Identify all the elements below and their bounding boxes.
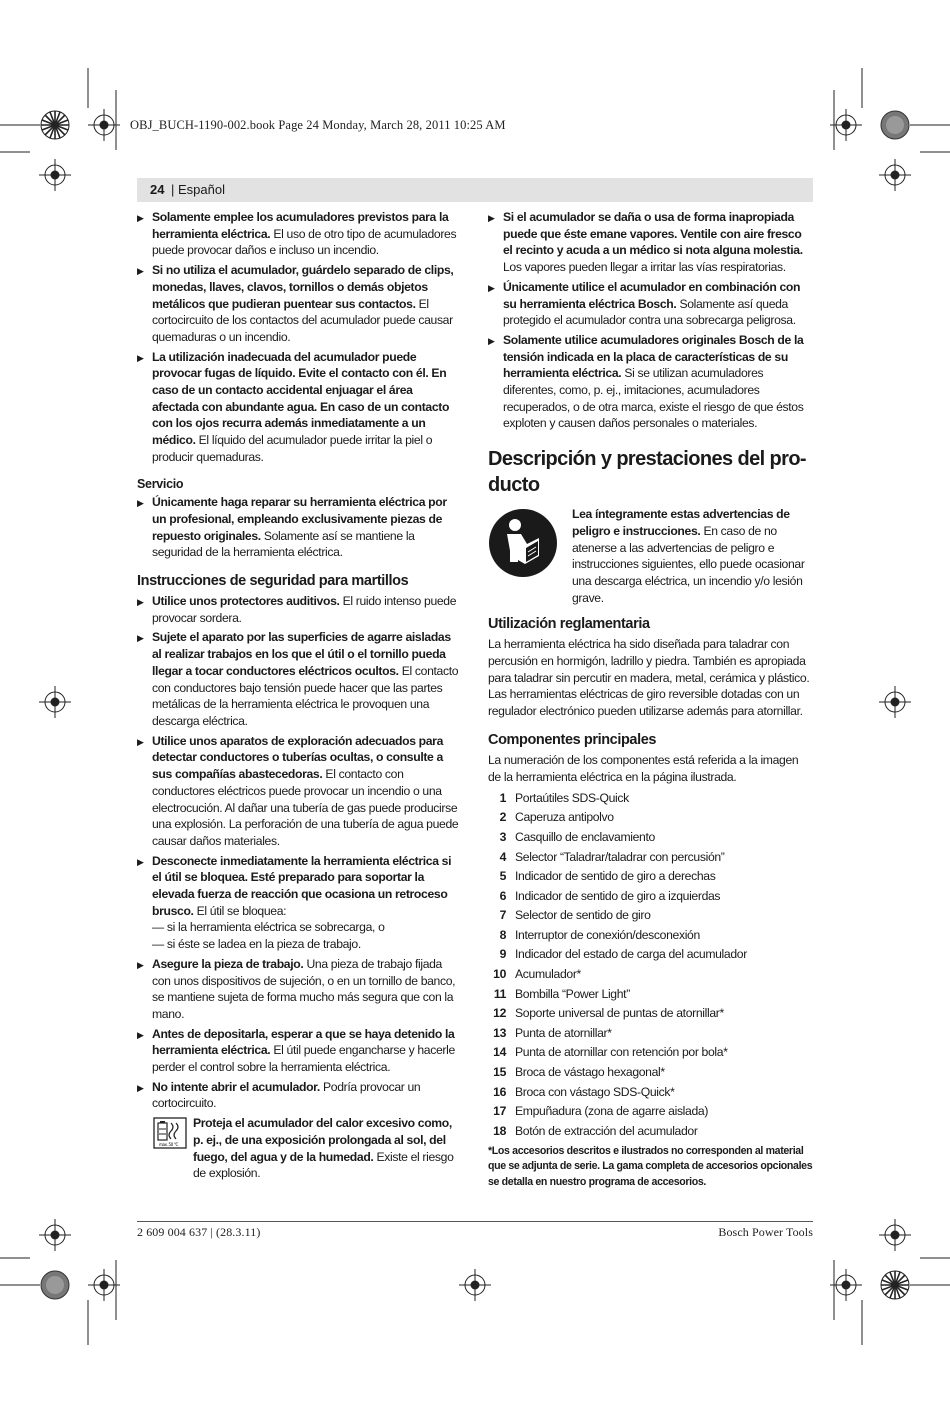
- bullet-item: ▶ Solamente utilice acumuladores originales Bosch de la tensión indicada en la placa de características de su herramienta eléctrica. Si se utilizan acumuladores diferentes, como, p. ej., imitaciones, acumuladores recuperados, o de otra marca, existe el riesgo de que éstos exploten y causen daños personales o materiales.: [488, 332, 804, 431]
- arrow-icon: ▶: [488, 213, 495, 223]
- component-item: [488, 906, 813, 926]
- component-number: 16: [493, 1084, 506, 1099]
- arrow-icon: ▶: [137, 498, 144, 509]
- component-label: Empuñadura (zona de agarre aislada): [515, 1104, 709, 1119]
- component-item: [488, 984, 813, 1004]
- component-item: [488, 867, 813, 887]
- component-number: 11: [493, 986, 506, 1001]
- arrow-icon: ▶: [137, 959, 144, 970]
- bullet-item: ▶ Si el acumulador se daña o usa de forma inapropiada puede que éste emane vapores. Ventile con aire fresco el recinto y acuda a un médico si nota alguna molestia. Los vapores pueden llegar a irritar las vías respiratorias.: [488, 210, 803, 275]
- component-number: 18: [493, 1123, 506, 1138]
- arrow-icon: ▶: [137, 856, 144, 867]
- arrow-icon: ▶: [488, 282, 495, 293]
- component-label: Selector “Taladrar/taladrar con percusión”: [515, 849, 725, 864]
- bullet-item: ▶ Sujete el aparato por las superficies de agarre aisladas al realizar trabajos en los que el útil o el tornillo pueda llegar a tocar conductores eléctricos ocultos. El contacto con conductores bajo tensión puede hacer que las partes metálicas de la herramienta eléctrica le provoquen una descarga eléctrica.: [137, 630, 459, 728]
- component-number: 1: [499, 790, 506, 805]
- component-label: Indicador de sentido de giro a derechas: [515, 869, 716, 884]
- book-meta-line: OBJ_BUCH-1190-002.book Page 24 Monday, March 28, 2011 10:25 AM: [130, 118, 506, 132]
- component-item: [488, 886, 813, 906]
- footer-code: 2 609 004 637 | (28.3.11): [137, 1225, 261, 1239]
- page-header: [137, 178, 813, 202]
- arrow-icon: ▶: [137, 633, 144, 644]
- bullet-item: ▶ Antes de depositarla, esperar a que se haya detenido la herramienta eléctrica. El útil puede engancharse y hacerle perder el control sobre la herramienta eléctrica.: [137, 1026, 455, 1075]
- component-number: 7: [499, 908, 506, 923]
- bullet-item: ▶ La utilización inadecuada del acumulador puede provocar fugas de líquido. Evite el contacto con él. En caso de un contacto accidental enjuagar el área afectada con abundante agua. En caso de un contacto con los ojos recurra además inmediatamente a un médico. El líquido del acumulador puede irritar la piel o producir quemaduras.: [137, 349, 450, 464]
- component-item: [488, 788, 813, 808]
- left-column: [137, 209, 461, 1182]
- component-item: [488, 808, 813, 828]
- component-item: [488, 965, 813, 985]
- components-intro: La numeración de los componentes está referida a la imagen de la herramienta eléctrica en la página ilustrada.: [488, 752, 799, 784]
- components-heading: Componentes principales: [488, 731, 657, 748]
- uso-heading: Utilización reglamentaria: [488, 616, 650, 633]
- component-item: [488, 1102, 813, 1122]
- component-label: Broca con vástago SDS-Quick*: [515, 1084, 675, 1099]
- read-manual-icon: [488, 508, 558, 578]
- component-item: [488, 1004, 813, 1024]
- component-number: 2: [499, 810, 506, 825]
- component-number: 3: [499, 829, 506, 844]
- component-number: 5: [499, 869, 506, 884]
- component-label: Interruptor de conexión/desconexión: [515, 927, 700, 942]
- component-item: [488, 1121, 813, 1141]
- component-label: Caperuza antipolvo: [515, 810, 614, 825]
- footer-rule: [137, 1221, 813, 1222]
- component-number: 17: [493, 1104, 506, 1119]
- page-number: 24: [150, 182, 165, 197]
- component-number: 13: [493, 1025, 506, 1040]
- component-label: Selector de sentido de giro: [515, 908, 651, 923]
- read-instructions-notice: Lea íntegramente estas advertencias de peligro e instrucciones. En caso de no atenerse a las advertencias de peligro e instrucciones siguientes, ello puede ocasionar una descarga eléctrica, un incendio y/o lesión grave.: [488, 506, 813, 606]
- header-separator: |: [171, 182, 178, 197]
- accessories-note: *Los accesorios descritos e ilustrados no corresponden al material que se adjunta de serie. La gama completa de accesorios opcionales se detalla en nuestro programa de accesorios.: [488, 1144, 813, 1188]
- bullet-item: ▶ Desconecte inmediatamente la herramienta eléctrica si el útil se bloquea. Esté preparado para soportar la elevada fuerza de reacción que ocasiona un retroceso brusco. El útil se bloquea: — si la herramienta eléctrica se sobrecarga, o — si éste se ladea en la pieza de trabajo.: [137, 853, 452, 952]
- component-item: [488, 1043, 813, 1063]
- component-label: Bombilla “Power Light”: [515, 986, 630, 1001]
- component-label: Broca de vástago hexagonal*: [515, 1065, 665, 1080]
- arrow-icon: ▶: [137, 1082, 144, 1093]
- component-label: Punta de atornillar*: [515, 1025, 612, 1040]
- component-item: [488, 945, 813, 965]
- component-number: 10: [493, 967, 506, 982]
- component-item: [488, 1023, 813, 1043]
- arrow-icon: ▶: [137, 266, 144, 277]
- bullet-item: ▶ Si no utiliza el acumulador, guárdelo separado de clips, monedas, llaves, clavos, tornillos o demás objetos metálicos que pudieran puentear sus contactos. El cortocircuito de los contactos del acumulador puede causar quemaduras o un incendio.: [137, 263, 454, 344]
- component-number: 6: [499, 888, 506, 903]
- bullet-item: ▶ Utilice unos protectores auditivos. El ruido intenso puede provocar sordera.: [137, 594, 457, 625]
- component-label: Casquillo de enclavamiento: [515, 829, 655, 844]
- bullet-item: ▶ No intente abrir el acumulador. Podría provocar un cortocircuito.: [137, 1079, 421, 1111]
- component-item: [488, 1082, 813, 1102]
- component-number: 4: [499, 849, 506, 864]
- bullet-item: ▶ Únicamente haga reparar su herramienta eléctrica por un profesional, empleando exclusivamente piezas de repuesto originales. Solamente así se mantiene la seguridad de la herramienta eléctrica.: [137, 495, 447, 560]
- arrow-icon: ▶: [137, 352, 144, 363]
- component-label: Acumulador*: [515, 967, 581, 982]
- arrow-icon: ▶: [137, 736, 144, 747]
- right-column: [488, 209, 813, 1190]
- arrow-icon: ▶: [137, 213, 144, 223]
- arrow-icon: ▶: [137, 1029, 144, 1040]
- component-label: Indicador de sentido de giro a izquierdas: [515, 888, 721, 903]
- bullet-item: ▶ Solamente emplee los acumuladores previstos para la herramienta eléctrica. El uso de otro tipo de acumuladores puede provocar daños e incluso un incendio.: [137, 210, 457, 258]
- component-number: 14: [493, 1045, 506, 1060]
- bullet-item: ▶ Asegure la pieza de trabajo. Una pieza de trabajo fijada con unos dispositivos de sujeción, o en un tornillo de banco, se mantiene sujeta de forma mucho más segura que con la mano.: [137, 956, 456, 1021]
- component-label: Punta de atornillar con retención por bola*: [515, 1045, 728, 1060]
- section-title: Español: [178, 182, 225, 197]
- components-list: [488, 788, 813, 1141]
- component-item: [488, 827, 813, 847]
- component-number: 9: [499, 947, 506, 962]
- component-item: [488, 847, 813, 867]
- martillos-heading: Instrucciones de seguridad para martillos: [137, 573, 409, 590]
- component-number: 15: [493, 1065, 506, 1080]
- battery-heat-icon: [153, 1117, 187, 1149]
- arrow-icon: ▶: [488, 335, 495, 346]
- component-label: Botón de extracción del acumulador: [515, 1123, 698, 1138]
- component-label: Soporte universal de puntas de atornillar*: [515, 1006, 724, 1021]
- component-item: [488, 1063, 813, 1083]
- bullet-item: ▶ Únicamente utilice el acumulador en combinación con su herramienta eléctrica Bosch. Solamente así queda protegido el acumulador contra una sobrecarga peligrosa.: [488, 279, 801, 328]
- component-number: 8: [499, 927, 506, 942]
- component-label: Portaútiles SDS-Quick: [515, 790, 629, 805]
- section-heading: Descripción y prestaciones del pro- ducto: [488, 448, 806, 497]
- arrow-icon: ▶: [137, 597, 144, 608]
- icon-label: max. 50 °C: [159, 1142, 178, 1148]
- footer-brand: Bosch Power Tools: [718, 1225, 813, 1239]
- bullet-item: ▶ Utilice unos aparatos de exploración adecuados para detectar conductores o tuberías ocultas, o consulte a sus compañías abastecedoras. El contacto con conductores eléctricos puede provocar un incendio o una electrocución. Al dañar una tubería de gas puede producirse una explosión. La perforación de una tubería de agua puede causar daños materiales.: [137, 733, 459, 848]
- component-label: Indicador del estado de carga del acumulador: [515, 947, 747, 962]
- heat-warning: max. 50 °C Proteja el acumulador del calor excesivo como, p. ej., de una exposición prolongada al sol, del fuego, del agua y de la humedad. Existe el riesgo de explosión.: [137, 1115, 461, 1182]
- component-item: [488, 925, 813, 945]
- servicio-heading: Servicio: [137, 476, 184, 491]
- component-number: 12: [493, 1006, 506, 1021]
- uso-paragraph: La herramienta eléctrica ha sido diseñada para taladrar con percusión en hormigón, ladrillo y piedra. También es apropiada para taladrar sin percutir en madera, metal, cerámica y plástico. Las herramientas eléctricas de giro reversible dotadas con un regulador electrónico pueden utilizarse además para atornillar.: [488, 637, 810, 719]
